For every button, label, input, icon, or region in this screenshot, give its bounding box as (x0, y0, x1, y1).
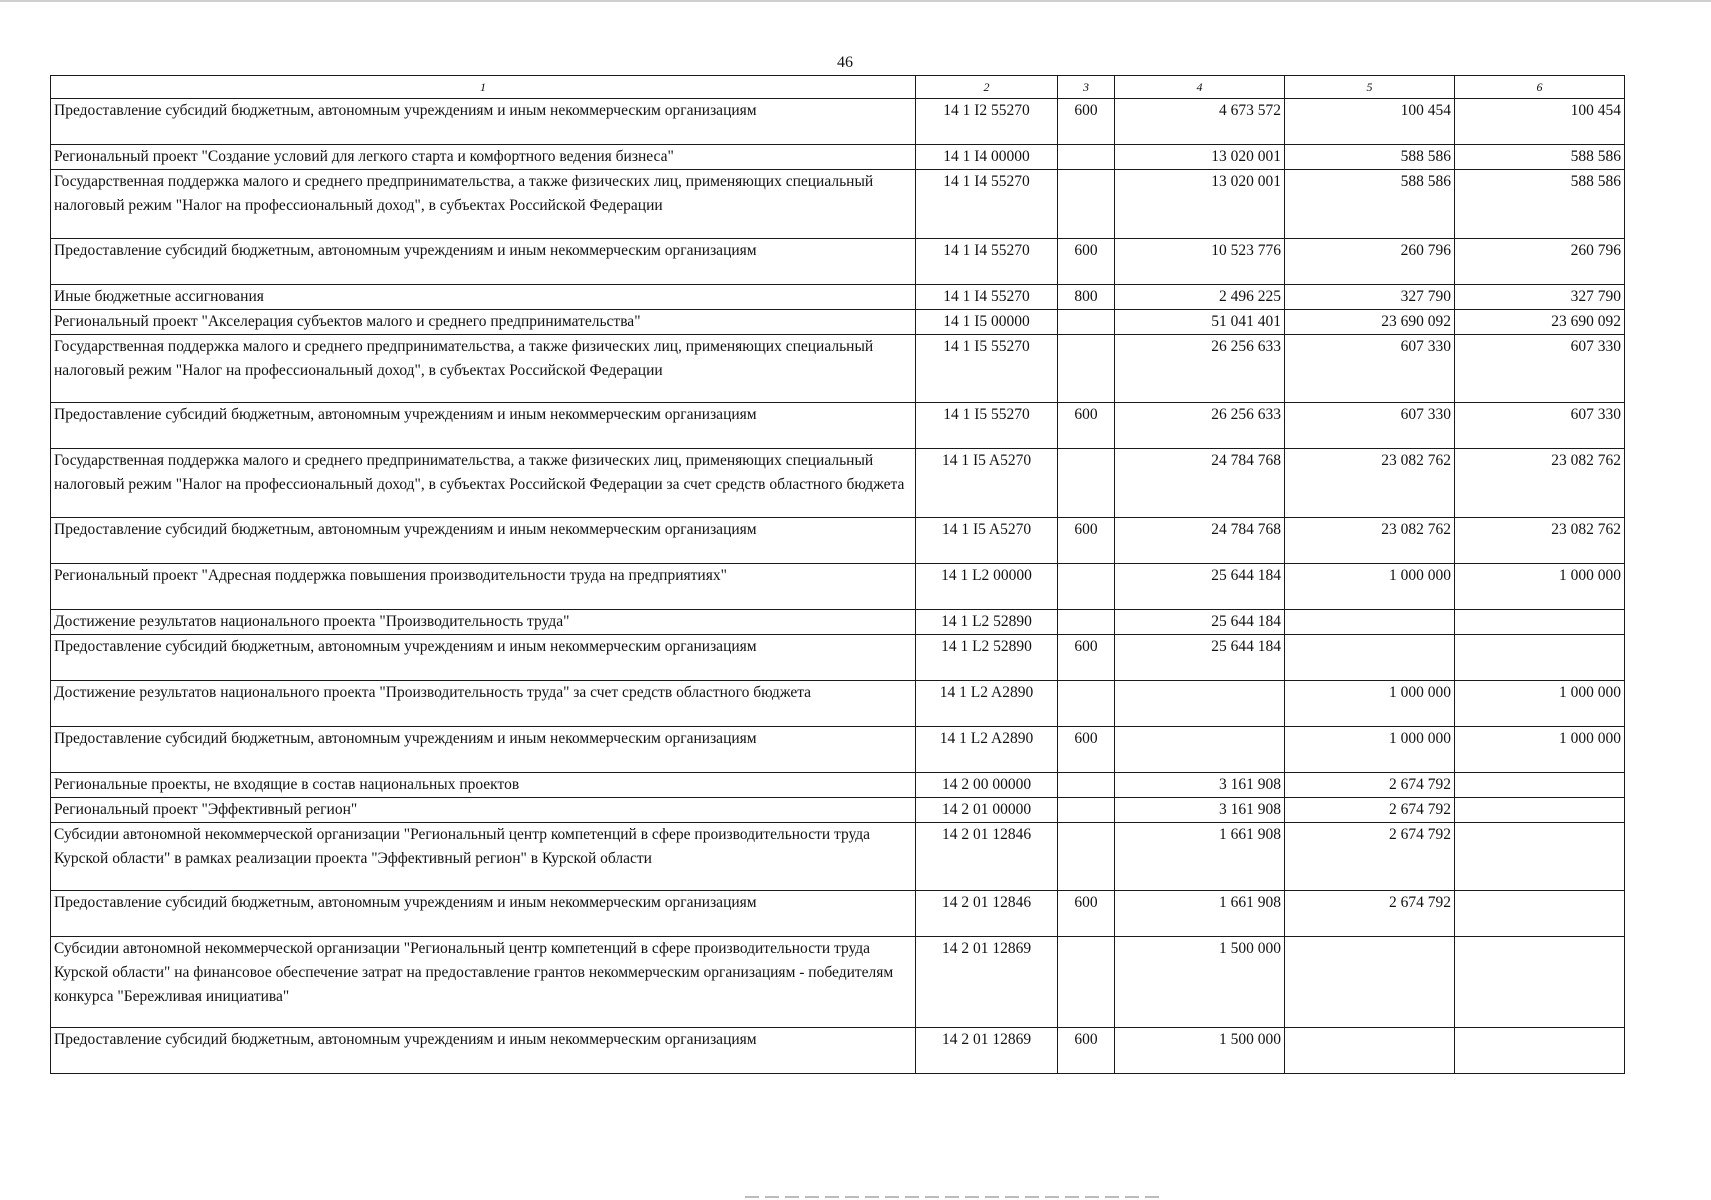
row-value-col4: 24 784 768 (1115, 517, 1285, 563)
row-value-col6: 607 330 (1455, 403, 1625, 449)
row-code: 14 2 01 00000 (916, 797, 1058, 822)
row-expense-type (1058, 563, 1115, 609)
row-value-col6: 588 586 (1455, 145, 1625, 170)
row-expense-type: 600 (1058, 99, 1115, 145)
row-expense-type (1058, 170, 1115, 239)
row-value-col6: 327 790 (1455, 284, 1625, 309)
row-value-col5: 588 586 (1285, 145, 1455, 170)
column-header: 4 (1115, 76, 1285, 99)
row-name: Региональный проект "Эффективный регион" (51, 797, 916, 822)
row-value-col4: 1 661 908 (1115, 822, 1285, 891)
row-expense-type (1058, 609, 1115, 634)
table-row (51, 937, 1625, 1028)
row-value-col4: 26 256 633 (1115, 334, 1285, 403)
row-code: 14 1 L2 52890 (916, 634, 1058, 680)
row-name: Предоставление субсидий бюджетным, автономным учреждениям и иным некоммерческим организациям (51, 1028, 916, 1074)
row-name: Государственная поддержка малого и среднего предпринимательства, а также физических лиц, применяющих специальный налоговый режим "Налог на профессиональный доход", в субъектах Российской Федерации (51, 170, 916, 239)
row-code: 14 1 I5 00000 (916, 309, 1058, 334)
table-row (51, 284, 1625, 309)
row-value-col5: 23 082 762 (1285, 449, 1455, 518)
row-expense-type: 600 (1058, 403, 1115, 449)
row-expense-type (1058, 822, 1115, 891)
top-scan-edge (0, 0, 1711, 2)
table-row (51, 449, 1625, 518)
row-value-col5: 2 674 792 (1285, 797, 1455, 822)
row-value-col5: 327 790 (1285, 284, 1455, 309)
row-value-col4: 4 673 572 (1115, 99, 1285, 145)
row-name: Достижение результатов национального проекта "Производительность труда" (51, 609, 916, 634)
row-name: Предоставление субсидий бюджетным, автономным учреждениям и иным некоммерческим организациям (51, 238, 916, 284)
row-value-col5: 588 586 (1285, 170, 1455, 239)
row-value-col4: 1 500 000 (1115, 1028, 1285, 1074)
row-expense-type: 600 (1058, 891, 1115, 937)
row-value-col5 (1285, 1028, 1455, 1074)
row-code: 14 1 I5 A5270 (916, 449, 1058, 518)
row-value-col5 (1285, 937, 1455, 1028)
row-value-col4: 13 020 001 (1115, 170, 1285, 239)
table-row (51, 563, 1625, 609)
row-value-col6 (1455, 891, 1625, 937)
row-name: Предоставление субсидий бюджетным, автономным учреждениям и иным некоммерческим организациям (51, 517, 916, 563)
row-value-col5: 2 674 792 (1285, 772, 1455, 797)
table-row (51, 403, 1625, 449)
row-code: 14 1 I4 55270 (916, 170, 1058, 239)
row-code: 14 2 01 12846 (916, 891, 1058, 937)
row-value-col4: 1 661 908 (1115, 891, 1285, 937)
row-value-col4: 3 161 908 (1115, 797, 1285, 822)
row-value-col4: 25 644 184 (1115, 563, 1285, 609)
row-value-col5: 23 690 092 (1285, 309, 1455, 334)
table-row (51, 726, 1625, 772)
row-value-col6: 1 000 000 (1455, 680, 1625, 726)
table-row (51, 170, 1625, 239)
row-code: 14 2 01 12869 (916, 937, 1058, 1028)
row-code: 14 1 I2 55270 (916, 99, 1058, 145)
row-value-col4: 3 161 908 (1115, 772, 1285, 797)
row-name: Предоставление субсидий бюджетным, автономным учреждениям и иным некоммерческим организациям (51, 726, 916, 772)
table-row (51, 517, 1625, 563)
row-name: Региональный проект "Создание условий для легкого старта и комфортного ведения бизнеса" (51, 145, 916, 170)
row-expense-type: 600 (1058, 517, 1115, 563)
table-body (51, 99, 1625, 1074)
row-value-col5: 100 454 (1285, 99, 1455, 145)
row-value-col5: 2 674 792 (1285, 822, 1455, 891)
header-row (51, 76, 1625, 99)
table-row (51, 634, 1625, 680)
row-code: 14 1 I4 55270 (916, 238, 1058, 284)
table-row (51, 680, 1625, 726)
table-row (51, 1028, 1625, 1074)
row-value-col6: 100 454 (1455, 99, 1625, 145)
row-code: 14 1 I4 55270 (916, 284, 1058, 309)
row-name: Предоставление субсидий бюджетным, автономным учреждениям и иным некоммерческим организациям (51, 99, 916, 145)
row-code: 14 1 I5 55270 (916, 403, 1058, 449)
row-value-col4 (1115, 680, 1285, 726)
row-value-col5: 23 082 762 (1285, 517, 1455, 563)
row-value-col6 (1455, 937, 1625, 1028)
row-code: 14 1 L2 00000 (916, 563, 1058, 609)
row-value-col5: 1 000 000 (1285, 726, 1455, 772)
row-code: 14 1 I5 A5270 (916, 517, 1058, 563)
row-value-col4: 24 784 768 (1115, 449, 1285, 518)
row-expense-type (1058, 680, 1115, 726)
row-expense-type (1058, 937, 1115, 1028)
row-value-col4: 26 256 633 (1115, 403, 1285, 449)
table-row (51, 797, 1625, 822)
row-value-col5: 260 796 (1285, 238, 1455, 284)
table-row (51, 334, 1625, 403)
row-value-col6 (1455, 1028, 1625, 1074)
row-name: Региональный проект "Акселерация субъектов малого и среднего предпринимательства" (51, 309, 916, 334)
table-row (51, 238, 1625, 284)
row-name: Предоставление субсидий бюджетным, автономным учреждениям и иным некоммерческим организациям (51, 891, 916, 937)
table-row (51, 772, 1625, 797)
row-value-col4: 51 041 401 (1115, 309, 1285, 334)
row-code: 14 1 L2 52890 (916, 609, 1058, 634)
row-name: Региональные проекты, не входящие в состав национальных проектов (51, 772, 916, 797)
row-value-col6 (1455, 797, 1625, 822)
row-expense-type (1058, 449, 1115, 518)
row-value-col4: 25 644 184 (1115, 609, 1285, 634)
row-value-col6: 1 000 000 (1455, 726, 1625, 772)
row-name: Предоставление субсидий бюджетным, автономным учреждениям и иным некоммерческим организациям (51, 403, 916, 449)
table-row (51, 609, 1625, 634)
row-value-col5: 607 330 (1285, 403, 1455, 449)
column-header: 1 (51, 76, 916, 99)
row-value-col6 (1455, 772, 1625, 797)
row-name: Субсидии автономной некоммерческой организации "Региональный центр компетенций в сфере производительности труда Курской области" в рамках реализации проекта "Эффективный регион" в Курской области (51, 822, 916, 891)
row-expense-type: 800 (1058, 284, 1115, 309)
row-value-col6: 1 000 000 (1455, 563, 1625, 609)
table-row (51, 99, 1625, 145)
row-code: 14 1 L2 A2890 (916, 726, 1058, 772)
row-expense-type (1058, 309, 1115, 334)
row-value-col5 (1285, 634, 1455, 680)
row-value-col6: 260 796 (1455, 238, 1625, 284)
row-name: Предоставление субсидий бюджетным, автономным учреждениям и иным некоммерческим организациям (51, 634, 916, 680)
row-name: Государственная поддержка малого и среднего предпринимательства, а также физических лиц, применяющих специальный налоговый режим "Налог на профессиональный доход", в субъектах Российской Федерации за счет средств областного бюджета (51, 449, 916, 518)
row-value-col5: 2 674 792 (1285, 891, 1455, 937)
row-value-col6: 23 082 762 (1455, 449, 1625, 518)
row-code: 14 1 I4 00000 (916, 145, 1058, 170)
row-expense-type: 600 (1058, 1028, 1115, 1074)
row-name: Субсидии автономной некоммерческой организации "Региональный центр компетенций в сфере производительности труда Курской области" на финансовое обеспечение затрат на предоставление грантов некоммерческим организациям - победителям конкурса "Бережливая инициатива" (51, 937, 916, 1028)
column-header: 2 (916, 76, 1058, 99)
row-value-col6 (1455, 634, 1625, 680)
row-expense-type (1058, 772, 1115, 797)
table-row (51, 309, 1625, 334)
page-number: 46 (837, 54, 853, 71)
row-expense-type: 600 (1058, 634, 1115, 680)
row-value-col4: 10 523 776 (1115, 238, 1285, 284)
row-code: 14 2 00 00000 (916, 772, 1058, 797)
table-row (51, 891, 1625, 937)
bottom-scan-artifact (745, 1196, 1165, 1198)
row-expense-type (1058, 797, 1115, 822)
row-value-col5 (1285, 609, 1455, 634)
row-value-col4: 2 496 225 (1115, 284, 1285, 309)
row-name: Региональный проект "Адресная поддержка повышения производительности труда на предприятиях" (51, 563, 916, 609)
budget-table (50, 75, 1625, 1074)
row-value-col6: 23 690 092 (1455, 309, 1625, 334)
row-code: 14 1 I5 55270 (916, 334, 1058, 403)
column-header: 3 (1058, 76, 1115, 99)
table-row (51, 145, 1625, 170)
row-value-col5: 1 000 000 (1285, 680, 1455, 726)
table-row (51, 822, 1625, 891)
row-value-col4: 13 020 001 (1115, 145, 1285, 170)
row-name: Иные бюджетные ассигнования (51, 284, 916, 309)
row-value-col6: 23 082 762 (1455, 517, 1625, 563)
row-value-col4 (1115, 726, 1285, 772)
column-header: 6 (1455, 76, 1625, 99)
row-value-col6 (1455, 609, 1625, 634)
row-value-col4: 1 500 000 (1115, 937, 1285, 1028)
row-name: Достижение результатов национального проекта "Производительность труда" за счет средств областного бюджета (51, 680, 916, 726)
row-value-col6: 588 586 (1455, 170, 1625, 239)
row-name: Государственная поддержка малого и среднего предпринимательства, а также физических лиц, применяющих специальный налоговый режим "Налог на профессиональный доход", в субъектах Российской Федерации (51, 334, 916, 403)
row-value-col6: 607 330 (1455, 334, 1625, 403)
row-value-col5: 1 000 000 (1285, 563, 1455, 609)
column-header: 5 (1285, 76, 1455, 99)
row-value-col5: 607 330 (1285, 334, 1455, 403)
row-code: 14 2 01 12869 (916, 1028, 1058, 1074)
row-expense-type: 600 (1058, 726, 1115, 772)
row-value-col4: 25 644 184 (1115, 634, 1285, 680)
row-code: 14 1 L2 A2890 (916, 680, 1058, 726)
row-expense-type: 600 (1058, 238, 1115, 284)
row-code: 14 2 01 12846 (916, 822, 1058, 891)
row-expense-type (1058, 334, 1115, 403)
row-value-col6 (1455, 822, 1625, 891)
row-expense-type (1058, 145, 1115, 170)
